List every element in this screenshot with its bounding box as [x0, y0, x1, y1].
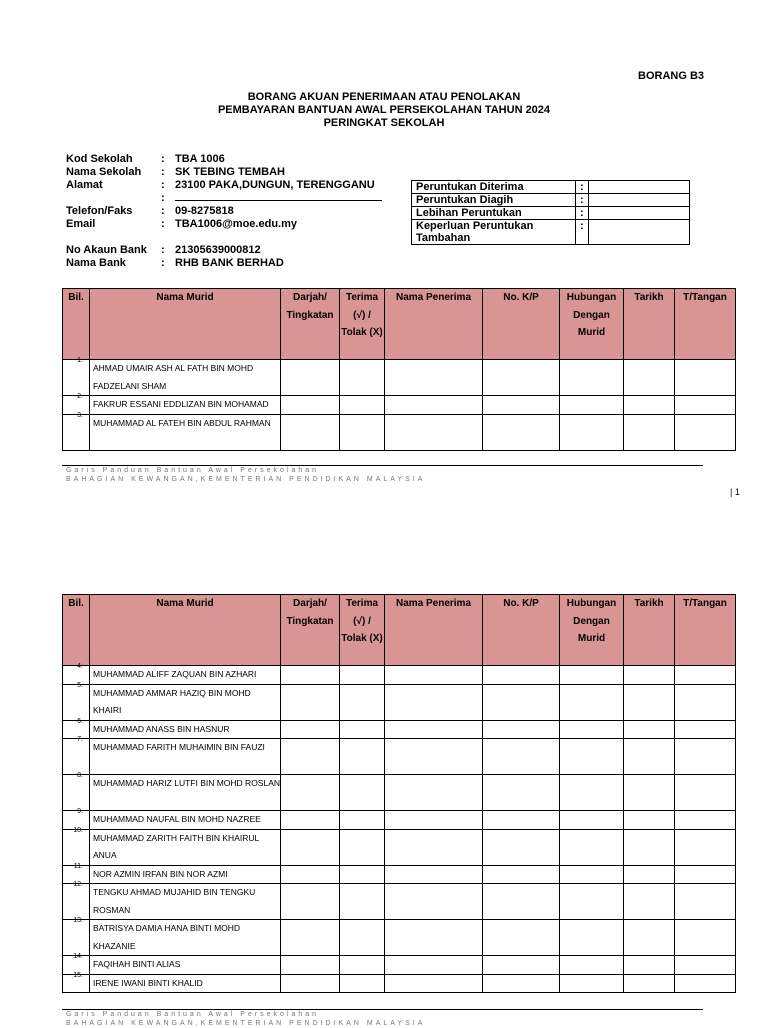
- hubungan-cell[interactable]: [560, 775, 624, 811]
- tarikh-cell[interactable]: [624, 739, 675, 775]
- row-number: 8.: [77, 772, 83, 779]
- terima-cell[interactable]: [340, 684, 385, 720]
- kp-cell[interactable]: [483, 884, 560, 920]
- kod-value: TBA 1006: [175, 153, 225, 165]
- terima-cell[interactable]: [340, 811, 385, 830]
- tangan-cell[interactable]: [675, 865, 736, 884]
- student-name: MUHAMMAD ALIFF ZAQUAN BIN AZHARI: [90, 666, 281, 685]
- telefon-label: Telefon/Faks: [66, 205, 133, 217]
- row-number: 14.: [73, 953, 83, 960]
- student-name: BATRISYA DAMIA HANA BINTI MOHD KHAZANIE: [90, 920, 281, 956]
- tangan-cell[interactable]: [675, 775, 736, 811]
- darjah-cell[interactable]: [281, 414, 340, 450]
- row-number-cell: [63, 681, 90, 720]
- allocation-label: Lebihan Peruntukan: [412, 207, 576, 220]
- kp-cell[interactable]: [483, 920, 560, 956]
- nama-penerima-cell[interactable]: [385, 884, 483, 920]
- row-number-cell: [63, 881, 90, 920]
- row-number-cell: [63, 663, 90, 685]
- terima-header: Terima (√) / Tolak (X): [340, 289, 385, 360]
- table-row: [63, 775, 736, 811]
- row-number-cell: [63, 772, 90, 811]
- kp-cell[interactable]: [483, 396, 560, 415]
- table-row: [63, 884, 736, 920]
- row-number: 5.: [77, 681, 83, 689]
- kp-cell[interactable]: [483, 360, 560, 396]
- row-number: 11.: [73, 862, 83, 870]
- bil-header: Bil.: [63, 595, 90, 666]
- row-number: 3.: [77, 411, 83, 419]
- tangan-header: T/Tangan: [675, 289, 736, 360]
- darjah-cell[interactable]: [281, 974, 340, 993]
- alamat-blank-line: [175, 192, 382, 201]
- kp-header: No. K/P: [483, 595, 560, 666]
- email-label: Email: [66, 218, 96, 230]
- tarikh-cell[interactable]: [624, 360, 675, 396]
- allocation-label: Keperluan Peruntukan Tambahan: [412, 220, 576, 245]
- row-number-cell: [63, 393, 90, 415]
- row-number: 4.: [77, 663, 83, 670]
- tarikh-cell[interactable]: [624, 396, 675, 415]
- tangan-cell[interactable]: [675, 956, 736, 975]
- row-number-cell: [63, 357, 90, 396]
- tarikh-header: Tarikh: [624, 595, 675, 666]
- terima-cell[interactable]: [340, 414, 385, 450]
- form-code: BORANG B3: [638, 70, 705, 82]
- hubungan-cell[interactable]: [560, 684, 624, 720]
- colon: :: [576, 181, 589, 194]
- student-table-page-2: [62, 594, 736, 993]
- terima-cell[interactable]: [340, 920, 385, 956]
- bil-header: Bil.: [63, 289, 90, 360]
- row-number-cell: [63, 917, 90, 956]
- table-row: [63, 684, 736, 720]
- nama-label: Nama Sekolah: [66, 166, 142, 178]
- colon: :: [576, 194, 589, 207]
- table-row: [63, 865, 736, 884]
- student-name: MUHAMMAD ANASS BIN HASNUR: [90, 720, 281, 739]
- hubungan-cell[interactable]: [560, 666, 624, 685]
- nama-penerima-cell[interactable]: [385, 829, 483, 865]
- hubungan-cell[interactable]: [560, 360, 624, 396]
- table-row: [63, 666, 736, 685]
- tangan-cell[interactable]: [675, 884, 736, 920]
- akaun-value: 21305639000812: [175, 244, 261, 256]
- allocation-value: [589, 207, 690, 220]
- allocation-value: [589, 220, 690, 245]
- colon: :: [161, 179, 165, 191]
- nama-penerima-cell[interactable]: [385, 684, 483, 720]
- row-number: 2.: [77, 393, 83, 400]
- tarikh-cell[interactable]: [624, 414, 675, 450]
- kp-cell[interactable]: [483, 865, 560, 884]
- hubungan-header: Hubungan Dengan Murid: [560, 595, 624, 666]
- tarikh-cell[interactable]: [624, 829, 675, 865]
- tangan-cell[interactable]: [675, 684, 736, 720]
- student-name: MUHAMMAD HARIZ LUTFI BIN MOHD ROSLAN: [90, 775, 281, 811]
- student-name: FAQIHAH BINTI ALIAS: [90, 956, 281, 975]
- row-number: 1.: [77, 357, 83, 364]
- tangan-header: T/Tangan: [675, 595, 736, 666]
- student-name: IRENE IWANI BINTI KHALID: [90, 974, 281, 993]
- terima-header: Terima (√) / Tolak (X): [340, 595, 385, 666]
- nama-penerima-cell[interactable]: [385, 739, 483, 775]
- table-row: [63, 360, 736, 396]
- row-number-cell: [63, 971, 90, 993]
- hubungan-cell[interactable]: [560, 829, 624, 865]
- student-name: MUHAMMAD AMMAR HAZIQ BIN MOHD KHAIRI: [90, 684, 281, 720]
- kp-cell[interactable]: [483, 720, 560, 739]
- kp-cell[interactable]: [483, 775, 560, 811]
- hubungan-cell[interactable]: [560, 974, 624, 993]
- nama-penerima-cell[interactable]: [385, 956, 483, 975]
- nama-penerima-cell[interactable]: [385, 720, 483, 739]
- kp-cell[interactable]: [483, 739, 560, 775]
- table-row: [63, 720, 736, 739]
- tangan-cell[interactable]: [675, 829, 736, 865]
- footer-line-1: Garis Panduan Bantuan Awal Persekolahan: [66, 1011, 320, 1018]
- darjah-cell[interactable]: [281, 956, 340, 975]
- hubungan-cell[interactable]: [560, 884, 624, 920]
- row-number: 15.: [73, 971, 83, 979]
- tarikh-header: Tarikh: [624, 289, 675, 360]
- page-number: | 1: [730, 487, 740, 497]
- student-name: TENGKU AHMAD MUJAHID BIN TENGKU ROSMAN: [90, 884, 281, 920]
- footer-rule: [62, 1009, 703, 1010]
- table-row: [63, 920, 736, 956]
- student-name: MUHAMMAD ZARITH FAITH BIN KHAIRUL ANUA: [90, 829, 281, 865]
- darjah-cell[interactable]: [281, 811, 340, 830]
- tangan-cell[interactable]: [675, 360, 736, 396]
- terima-cell[interactable]: [340, 865, 385, 884]
- alamat-value: 23100 PAKA,DUNGUN, TERENGGANU: [175, 179, 375, 191]
- nama-murid-header: Nama Murid: [90, 595, 281, 666]
- student-name: MUHAMMAD FARITH MUHAIMIN BIN FAUZI: [90, 739, 281, 775]
- colon: :: [576, 207, 589, 220]
- row-number-cell: [63, 826, 90, 865]
- row-number-cell: [63, 736, 90, 775]
- tangan-cell[interactable]: [675, 920, 736, 956]
- table-row: [63, 739, 736, 775]
- terima-cell[interactable]: [340, 739, 385, 775]
- form-title-line-3: PERINGKAT SEKOLAH: [323, 117, 445, 129]
- nama-penerima-cell[interactable]: [385, 775, 483, 811]
- kp-cell[interactable]: [483, 414, 560, 450]
- row-number: 7.: [77, 736, 83, 743]
- tangan-cell[interactable]: [675, 414, 736, 450]
- row-number: 10.: [73, 826, 83, 834]
- kp-header: No. K/P: [483, 289, 560, 360]
- hubungan-cell[interactable]: [560, 920, 624, 956]
- hubungan-header: Hubungan Dengan Murid: [560, 289, 624, 360]
- nama-penerima-header: Nama Penerima: [385, 595, 483, 666]
- darjah-cell[interactable]: [281, 720, 340, 739]
- terima-cell[interactable]: [340, 974, 385, 993]
- row-number-cell: [63, 717, 90, 739]
- alamat-label: Alamat: [66, 179, 103, 191]
- terima-cell[interactable]: [340, 829, 385, 865]
- darjah-cell[interactable]: [281, 829, 340, 865]
- footer-rule: [62, 465, 703, 466]
- darjah-header: Darjah/ Tingkatan: [281, 289, 340, 360]
- allocation-label: Peruntukan Diterima: [412, 181, 576, 194]
- nama-penerima-cell[interactable]: [385, 666, 483, 685]
- table-row: [63, 414, 736, 450]
- tarikh-cell[interactable]: [624, 666, 675, 685]
- colon: :: [576, 220, 589, 245]
- hubungan-cell[interactable]: [560, 720, 624, 739]
- terima-cell[interactable]: [340, 360, 385, 396]
- bank-value: RHB BANK BERHAD: [175, 257, 284, 269]
- terima-cell[interactable]: [340, 956, 385, 975]
- tarikh-cell[interactable]: [624, 775, 675, 811]
- terima-cell[interactable]: [340, 775, 385, 811]
- row-number: 6.: [77, 717, 83, 725]
- kp-cell[interactable]: [483, 811, 560, 830]
- kp-cell[interactable]: [483, 974, 560, 993]
- student-name: FAKRUR ESSANI EDDLIZAN BIN MOHAMAD: [90, 396, 281, 415]
- tarikh-cell[interactable]: [624, 811, 675, 830]
- hubungan-cell[interactable]: [560, 811, 624, 830]
- kod-label: Kod Sekolah: [66, 153, 133, 165]
- nama-penerima-cell[interactable]: [385, 360, 483, 396]
- nama-penerima-cell[interactable]: [385, 396, 483, 415]
- school-info: [66, 153, 382, 270]
- hubungan-cell[interactable]: [560, 739, 624, 775]
- kp-cell[interactable]: [483, 956, 560, 975]
- nama-penerima-cell[interactable]: [385, 811, 483, 830]
- row-number: 12.: [73, 881, 83, 888]
- terima-cell[interactable]: [340, 720, 385, 739]
- akaun-label: No Akaun Bank: [66, 244, 147, 256]
- nama-penerima-cell[interactable]: [385, 865, 483, 884]
- darjah-cell[interactable]: [281, 360, 340, 396]
- colon: :: [161, 166, 165, 178]
- allocation-label: Peruntukan Diagih: [412, 194, 576, 207]
- colon: :: [161, 192, 165, 204]
- hubungan-cell[interactable]: [560, 396, 624, 415]
- email-value: TBA1006@moe.edu.my: [175, 218, 297, 230]
- kp-cell[interactable]: [483, 666, 560, 685]
- terima-cell[interactable]: [340, 666, 385, 685]
- nama-penerima-header: Nama Penerima: [385, 289, 483, 360]
- darjah-cell[interactable]: [281, 865, 340, 884]
- kp-cell[interactable]: [483, 829, 560, 865]
- table-row: [63, 829, 736, 865]
- tarikh-cell[interactable]: [624, 684, 675, 720]
- nama-penerima-cell[interactable]: [385, 414, 483, 450]
- hubungan-cell[interactable]: [560, 956, 624, 975]
- darjah-cell[interactable]: [281, 396, 340, 415]
- tangan-cell[interactable]: [675, 811, 736, 830]
- colon: :: [161, 218, 165, 230]
- darjah-cell[interactable]: [281, 666, 340, 685]
- darjah-cell[interactable]: [281, 775, 340, 811]
- darjah-cell[interactable]: [281, 920, 340, 956]
- telefon-value: 09-8275818: [175, 205, 234, 217]
- colon: :: [161, 244, 165, 256]
- form-title-line-2: PEMBAYARAN BANTUAN AWAL PERSEKOLAHAN TAHUN 2024: [217, 104, 551, 116]
- allocation-value: [589, 194, 690, 207]
- terima-cell[interactable]: [340, 884, 385, 920]
- nama-penerima-cell[interactable]: [385, 920, 483, 956]
- student-name: MUHAMMAD AL FATEH BIN ABDUL RAHMAN: [90, 414, 281, 450]
- table-row: [63, 974, 736, 993]
- colon: :: [161, 153, 165, 165]
- student-name: MUHAMMAD NAUFAL BIN MOHD NAZREE: [90, 811, 281, 830]
- table-row: [63, 396, 736, 415]
- row-number: 9.: [77, 808, 83, 815]
- tangan-cell[interactable]: [675, 739, 736, 775]
- nama-value: SK TEBING TEMBAH: [175, 166, 285, 178]
- row-number-cell: [63, 411, 90, 450]
- colon: :: [161, 205, 165, 217]
- table-row: [63, 811, 736, 830]
- bank-label: Nama Bank: [66, 257, 126, 269]
- tarikh-cell[interactable]: [624, 884, 675, 920]
- tangan-cell[interactable]: [675, 720, 736, 739]
- form-title-line-1: BORANG AKUAN PENERIMAAN ATAU PENOLAKAN: [247, 91, 521, 103]
- allocation-table: [411, 180, 690, 245]
- darjah-header: Darjah/ Tingkatan: [281, 595, 340, 666]
- terima-cell[interactable]: [340, 396, 385, 415]
- colon: :: [161, 257, 165, 269]
- student-name: AHMAD UMAIR ASH AL FATH BIN MOHD FADZELANI SHAM: [90, 360, 281, 396]
- nama-murid-header: Nama Murid: [90, 289, 281, 360]
- darjah-cell[interactable]: [281, 739, 340, 775]
- hubungan-cell[interactable]: [560, 414, 624, 450]
- student-table-page-1: [62, 288, 736, 451]
- tarikh-cell[interactable]: [624, 974, 675, 993]
- student-name: NOR AZMIN IRFAN BIN NOR AZMI: [90, 865, 281, 884]
- tarikh-cell[interactable]: [624, 720, 675, 739]
- row-number: 13.: [73, 917, 83, 924]
- footer-line-2: BAHAGIAN KEWANGAN,KEMENTERIAN PENDIDIKAN MALAYSIA: [66, 1020, 426, 1027]
- tarikh-cell[interactable]: [624, 956, 675, 975]
- tangan-cell[interactable]: [675, 396, 736, 415]
- kp-cell[interactable]: [483, 684, 560, 720]
- tangan-cell[interactable]: [675, 666, 736, 685]
- footer-line-2: BAHAGIAN KEWANGAN,KEMENTERIAN PENDIDIKAN MALAYSIA: [66, 476, 426, 483]
- footer-line-1: Garis Panduan Bantuan Awal Persekolahan: [66, 467, 320, 474]
- tarikh-cell[interactable]: [624, 865, 675, 884]
- tarikh-cell[interactable]: [624, 920, 675, 956]
- darjah-cell[interactable]: [281, 884, 340, 920]
- darjah-cell[interactable]: [281, 684, 340, 720]
- hubungan-cell[interactable]: [560, 865, 624, 884]
- allocation-value: [589, 181, 690, 194]
- table-row: [63, 956, 736, 975]
- nama-penerima-cell[interactable]: [385, 974, 483, 993]
- tangan-cell[interactable]: [675, 974, 736, 993]
